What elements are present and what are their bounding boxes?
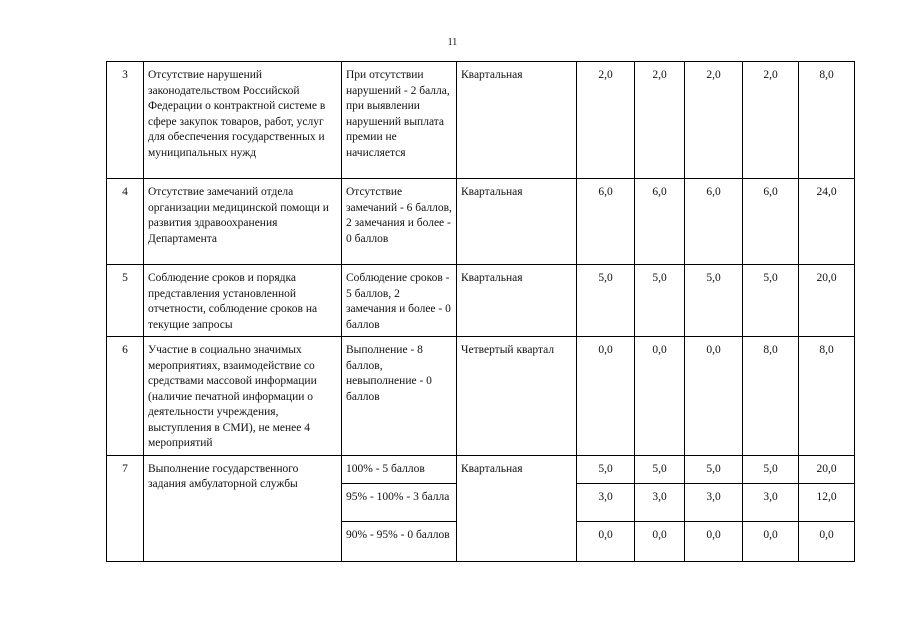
value-cell: 5,0 bbox=[743, 265, 799, 337]
row-number: 5 bbox=[107, 265, 144, 337]
value-cell: 6,0 bbox=[685, 179, 743, 265]
condition-text: 100% - 5 баллов bbox=[342, 455, 457, 483]
value-cell: 0,0 bbox=[685, 521, 743, 561]
condition-text: 95% - 100% - 3 балла bbox=[342, 483, 457, 521]
criterion-text: Выполнение государственного задания амбулаторной службы bbox=[144, 455, 342, 561]
value-cell: 8,0 bbox=[743, 337, 799, 456]
condition-text: Отсутствие замечаний - 6 баллов, 2 замечания и более - 0 баллов bbox=[342, 179, 457, 265]
criterion-text: Отсутствие нарушений законодательством Российской Федерации о контрактной системе в сфере закупок товаров, работ, услуг для обеспечения государственных и муниципальных нужд bbox=[144, 62, 342, 179]
periodicity-text: Четвертый квартал bbox=[457, 337, 577, 456]
periodicity-text: Квартальная bbox=[457, 62, 577, 179]
total-cell: 24,0 bbox=[799, 179, 855, 265]
criteria-table bbox=[106, 61, 855, 562]
periodicity-text: Квартальная bbox=[457, 455, 577, 561]
row-number: 3 bbox=[107, 62, 144, 179]
row-number: 4 bbox=[107, 179, 144, 265]
value-cell: 0,0 bbox=[577, 521, 635, 561]
value-cell: 2,0 bbox=[685, 62, 743, 179]
value-cell: 5,0 bbox=[635, 455, 685, 483]
value-cell: 5,0 bbox=[685, 455, 743, 483]
condition-text: 90% - 95% - 0 баллов bbox=[342, 521, 457, 561]
table-row bbox=[107, 179, 855, 265]
row-number: 7 bbox=[107, 455, 144, 561]
criterion-text: Соблюдение сроков и порядка представления установленной отчетности, соблюдение сроков на текущие запросы bbox=[144, 265, 342, 337]
periodicity-text: Квартальная bbox=[457, 179, 577, 265]
criterion-text: Отсутствие замечаний отдела организации медицинской помощи и развития здравоохранения Департамента bbox=[144, 179, 342, 265]
condition-text: Выполнение - 8 баллов, невыполнение - 0 баллов bbox=[342, 337, 457, 456]
value-cell: 3,0 bbox=[743, 483, 799, 521]
total-cell: 12,0 bbox=[799, 483, 855, 521]
value-cell: 5,0 bbox=[743, 455, 799, 483]
value-cell: 5,0 bbox=[577, 455, 635, 483]
page-number: 11 bbox=[447, 37, 458, 48]
value-cell: 6,0 bbox=[743, 179, 799, 265]
table-row bbox=[107, 337, 855, 456]
table-row bbox=[107, 455, 855, 483]
table-row bbox=[107, 62, 855, 179]
value-cell: 2,0 bbox=[577, 62, 635, 179]
condition-text: Соблюдение сроков - 5 баллов, 2 замечания и более - 0 баллов bbox=[342, 265, 457, 337]
total-cell: 0,0 bbox=[799, 521, 855, 561]
value-cell: 2,0 bbox=[743, 62, 799, 179]
value-cell: 2,0 bbox=[635, 62, 685, 179]
value-cell: 3,0 bbox=[577, 483, 635, 521]
criterion-text: Участие в социально значимых мероприятиях, взаимодействие со средствами массовой информации (наличие печатной информации о деятельности учреждения, выступления в СМИ), не менее 4 мероприятий bbox=[144, 337, 342, 456]
total-cell: 8,0 bbox=[799, 62, 855, 179]
row-number: 6 bbox=[107, 337, 144, 456]
periodicity-text: Квартальная bbox=[457, 265, 577, 337]
value-cell: 0,0 bbox=[577, 337, 635, 456]
value-cell: 3,0 bbox=[685, 483, 743, 521]
value-cell: 0,0 bbox=[635, 521, 685, 561]
value-cell: 3,0 bbox=[635, 483, 685, 521]
value-cell: 0,0 bbox=[685, 337, 743, 456]
total-cell: 8,0 bbox=[799, 337, 855, 456]
value-cell: 5,0 bbox=[685, 265, 743, 337]
total-cell: 20,0 bbox=[799, 455, 855, 483]
value-cell: 5,0 bbox=[635, 265, 685, 337]
value-cell: 5,0 bbox=[577, 265, 635, 337]
condition-text: При отсутствии нарушений - 2 балла, при выявлении нарушений выплата премии не начисляется bbox=[342, 62, 457, 179]
table-row bbox=[107, 265, 855, 337]
value-cell: 0,0 bbox=[635, 337, 685, 456]
value-cell: 0,0 bbox=[743, 521, 799, 561]
value-cell: 6,0 bbox=[635, 179, 685, 265]
value-cell: 6,0 bbox=[577, 179, 635, 265]
total-cell: 20,0 bbox=[799, 265, 855, 337]
